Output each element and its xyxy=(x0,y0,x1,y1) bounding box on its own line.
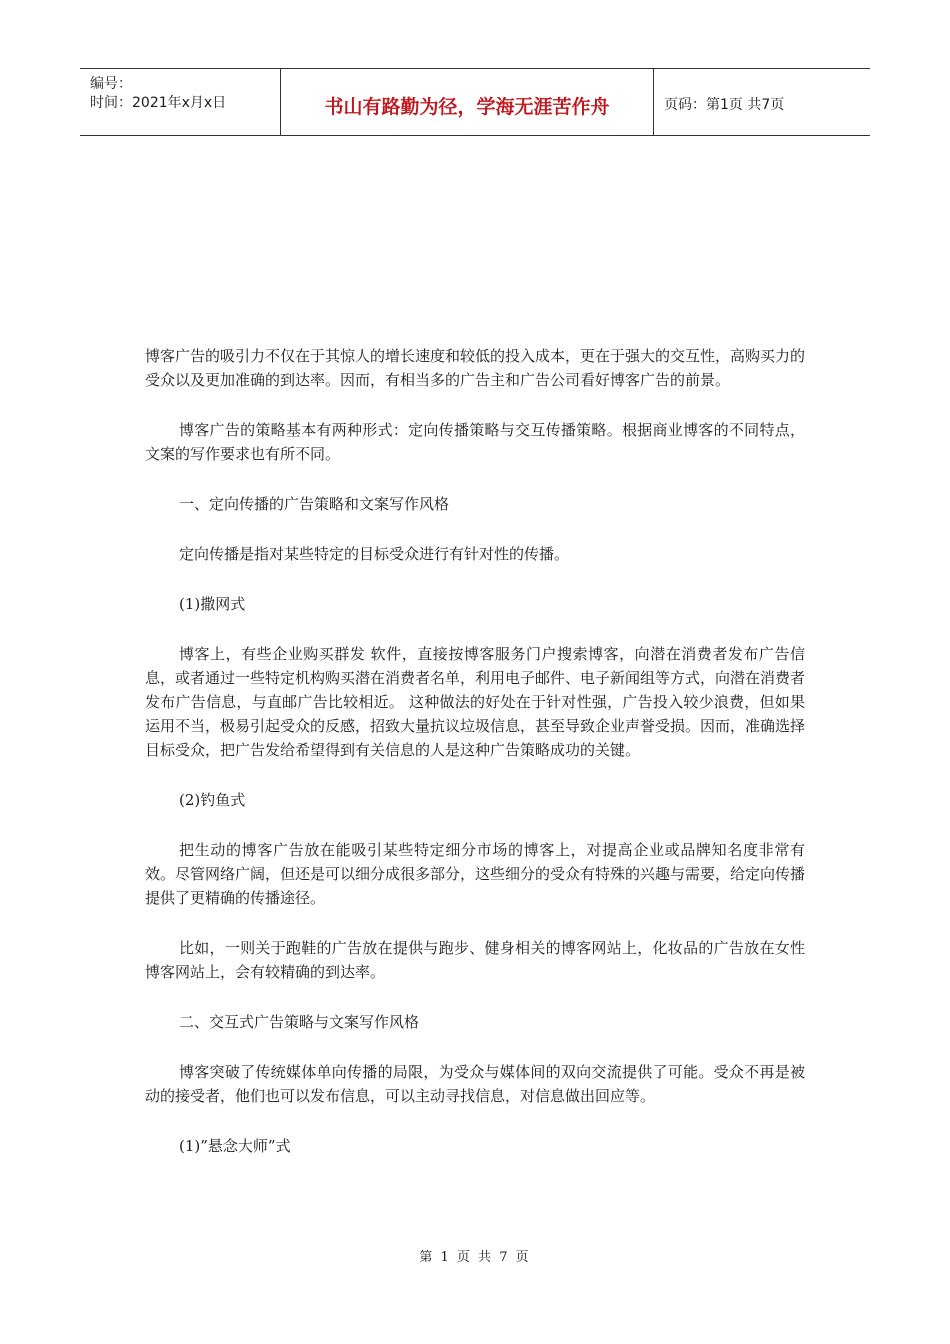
subheading-3: (1)”悬念大师”式 xyxy=(179,1137,291,1155)
subheading-1: (1)撒网式 xyxy=(179,595,246,613)
date-label: 时间：2021年x月x日 xyxy=(90,95,227,111)
section-heading-2: 二、交互式广告策略与文案写作风格 xyxy=(179,1013,420,1031)
paragraph-diaoyu: 把生动的博客广告放在能吸引某些特定细分市场的博客上，对提高企业或品牌知名度非常有效。尽管网络广阔，但还是可以细分成很多部分，这些细分的受众有特殊的兴趣与需要，给定向传播提供了更精确的传播途径。 xyxy=(145,841,806,907)
paragraph-example: 比如，一则关于跑鞋的广告放在提供与跑步、健身相关的博客网站上，化妆品的广告放在女性博客网站上，会有较精确的到达率。 xyxy=(145,939,805,981)
serial-label: 编号： xyxy=(90,76,132,92)
section-heading-1: 一、定向传播的广告策略和文案写作风格 xyxy=(179,495,450,513)
paragraph-definition: 定向传播是指对某些特定的目标受众进行有针对性的传播。 xyxy=(179,545,570,563)
subheading-2: (2)钓鱼式 xyxy=(179,791,246,809)
page-footer: 第 1 页 共 7 页 xyxy=(419,1250,531,1265)
header-page-code: 页码：第1页 共7页 xyxy=(664,97,785,113)
header-meta xyxy=(80,69,281,135)
paragraph-sawang: 博客上，有些企业购买群发 软件，直接按博客服务门户搜索博客，向潜在消费者发布广告信息，或者通过一些特定机构购买潜在消费者名单，利用电子邮件、电子新闻组等方式，向潜在消费者发布广告信息，与直邮广告比较相近。 这种做法的好处在于针对性强，广告投入较少浪费，但如果运用不当，极易引起受众的反感，招致大量抗议垃圾信息，甚至导致企业声誉受损。因而，准确选择目标受众，把广告发给希望得到有关信息的人是这种广告策略成功的关键。 xyxy=(145,645,806,759)
page-header xyxy=(80,68,870,136)
header-motto: 书山有路勤为径，学海无涯苦作舟 xyxy=(281,69,654,135)
paragraph-strategy: 博客广告的策略基本有两种形式：定向传播策略与交互传播策略。根据商业博客的不同特点，文案的写作要求也有所不同。 xyxy=(145,421,805,463)
paragraph-intro: 博客广告的吸引力不仅在于其惊人的增长速度和较低的投入成本，更在于强大的交互性，高购买力的受众以及更加准确的到达率。因而，有相当多的广告主和广告公司看好博客广告的前景。 xyxy=(145,347,806,389)
paragraph-interactive: 博客突破了传统媒体单向传播的局限，为受众与媒体间的双向交流提供了可能。受众不再是被动的接受者，他们也可以发布信息，可以主动寻找信息，对信息做出回应等。 xyxy=(145,1063,805,1105)
document-body xyxy=(145,344,805,1184)
